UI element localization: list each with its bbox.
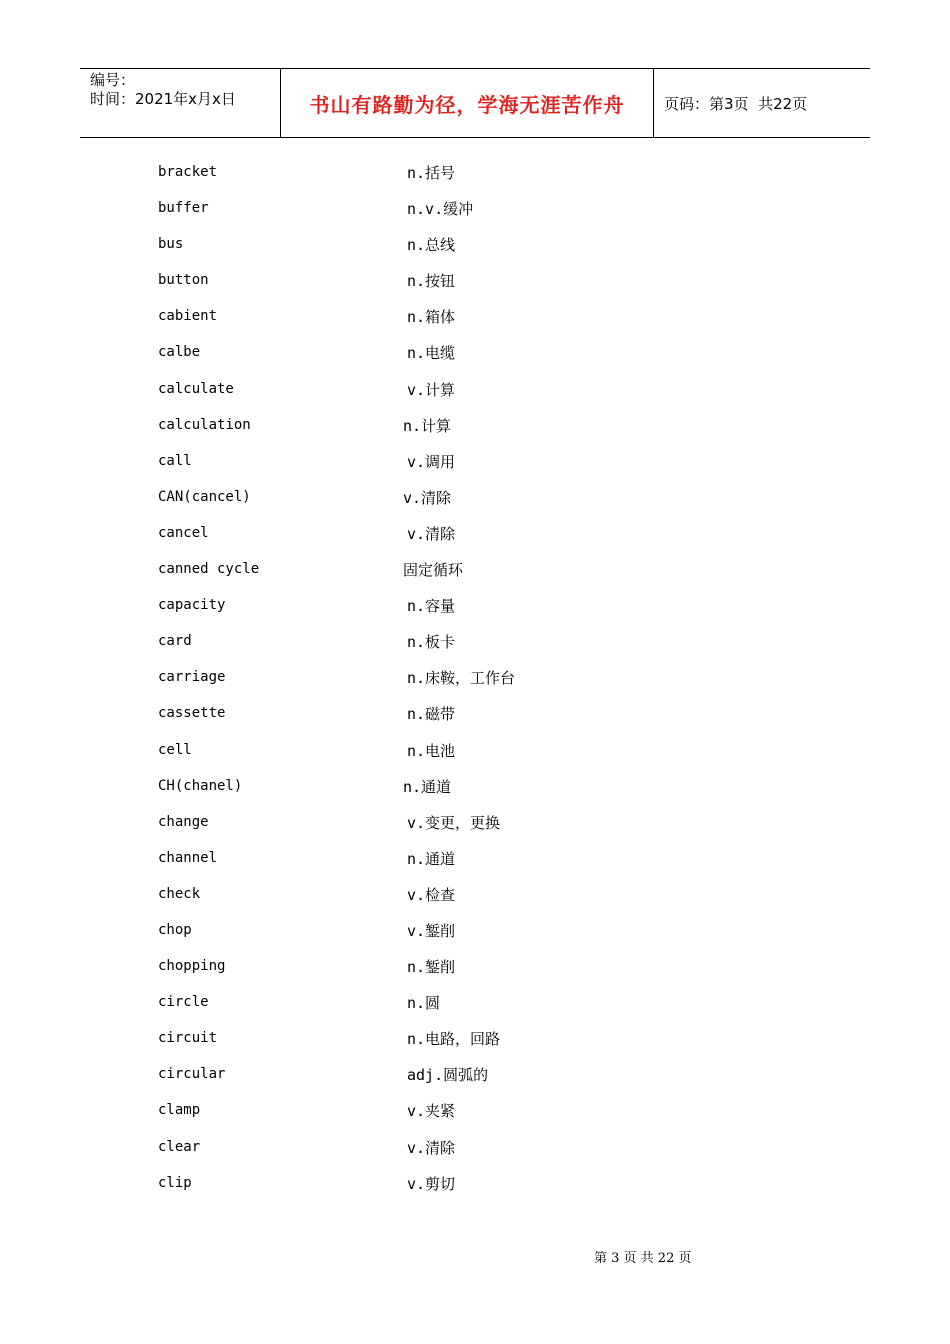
term: capacity <box>158 597 226 614</box>
list-item <box>0 770 950 806</box>
term: check <box>158 885 201 902</box>
list-item <box>0 156 950 192</box>
term: clear <box>158 1138 201 1155</box>
header-page-info <box>654 69 870 137</box>
definition: n.錾削 <box>407 958 456 977</box>
definition: 固定循环 <box>403 561 464 580</box>
definition: adj.圆弧的 <box>407 1066 489 1085</box>
definition: v.调用 <box>407 452 456 471</box>
header-meta <box>80 69 281 137</box>
term: channel <box>158 849 218 866</box>
term: calculate <box>158 380 234 397</box>
term: clip <box>158 1174 192 1191</box>
list-item <box>0 661 950 697</box>
list-item <box>0 697 950 733</box>
list-item <box>0 986 950 1022</box>
term: CH(chanel) <box>158 777 243 794</box>
list-item <box>0 517 950 553</box>
list-item <box>0 1022 950 1058</box>
term: carriage <box>158 669 226 686</box>
list-item <box>0 228 950 264</box>
definition: n.磁带 <box>407 705 456 724</box>
term: cassette <box>158 705 226 722</box>
definition: v.清除 <box>407 1138 456 1157</box>
list-item <box>0 589 950 625</box>
term: cabient <box>158 308 218 325</box>
list-item <box>0 625 950 661</box>
term: bracket <box>158 164 218 180</box>
definition: n.电路，回路 <box>407 1030 501 1049</box>
definition: n.v.缓冲 <box>407 200 474 219</box>
list-item <box>0 914 950 950</box>
definition: n.通道 <box>403 777 452 796</box>
list-item <box>0 445 950 481</box>
definition: n.计算 <box>403 416 452 435</box>
list-item <box>0 300 950 336</box>
definition: v.清除 <box>407 524 456 543</box>
list-item <box>0 806 950 842</box>
list-item <box>0 336 950 372</box>
term: circular <box>158 1066 226 1083</box>
term: circle <box>158 994 209 1011</box>
list-item <box>0 842 950 878</box>
definition: v.清除 <box>403 488 452 507</box>
definition: v.剪切 <box>407 1174 456 1193</box>
term: card <box>158 633 192 650</box>
list-item <box>0 192 950 228</box>
list-item <box>0 1167 950 1203</box>
time-label: 时间：2021年x月x日 <box>90 90 236 108</box>
term: change <box>158 813 209 830</box>
glossary-list <box>0 156 950 1203</box>
term: clamp <box>158 1102 201 1119</box>
term: chopping <box>158 958 226 975</box>
definition: n.床鞍，工作台 <box>407 669 516 688</box>
definition: n.板卡 <box>407 633 456 652</box>
term: canned cycle <box>158 561 260 578</box>
definition: n.电缆 <box>407 344 456 363</box>
list-item <box>0 1058 950 1094</box>
list-item <box>0 878 950 914</box>
term: circuit <box>158 1030 218 1047</box>
header-motto: 书山有路勤为径，学海无涯苦作舟 <box>281 69 654 137</box>
term: buffer <box>158 200 209 217</box>
definition: n.电池 <box>407 741 456 760</box>
number-label: 编号： <box>90 71 136 89</box>
definition: n.总线 <box>407 236 456 255</box>
definition: v.錾削 <box>407 921 456 940</box>
definition: n.按钮 <box>407 272 456 291</box>
definition: n.括号 <box>407 164 456 182</box>
list-item <box>0 950 950 986</box>
list-item <box>0 481 950 517</box>
term: cell <box>158 741 192 758</box>
definition: v.夹紧 <box>407 1102 456 1121</box>
definition: n.通道 <box>407 849 456 868</box>
term: CAN(cancel) <box>158 488 251 505</box>
definition: v.检查 <box>407 885 456 904</box>
term: calculation <box>158 416 251 433</box>
list-item <box>0 734 950 770</box>
list-item <box>0 1131 950 1167</box>
definition: n.容量 <box>407 597 456 616</box>
term: button <box>158 272 209 289</box>
definition: n.箱体 <box>407 308 456 327</box>
term: cancel <box>158 524 209 541</box>
page-info-text: 页码：第3页 共22页 <box>664 94 808 113</box>
definition: v.变更，更换 <box>407 813 501 832</box>
page-header <box>80 68 870 138</box>
list-item <box>0 264 950 300</box>
list-item <box>0 553 950 589</box>
list-item <box>0 373 950 409</box>
term: call <box>158 452 192 469</box>
term: bus <box>158 236 184 253</box>
term: chop <box>158 921 192 938</box>
page-footer: 第 3 页 共 22 页 <box>594 1251 692 1266</box>
definition: v.计算 <box>407 380 456 399</box>
term: calbe <box>158 344 201 361</box>
definition: n.圆 <box>407 994 441 1013</box>
list-item <box>0 409 950 445</box>
list-item <box>0 1094 950 1130</box>
